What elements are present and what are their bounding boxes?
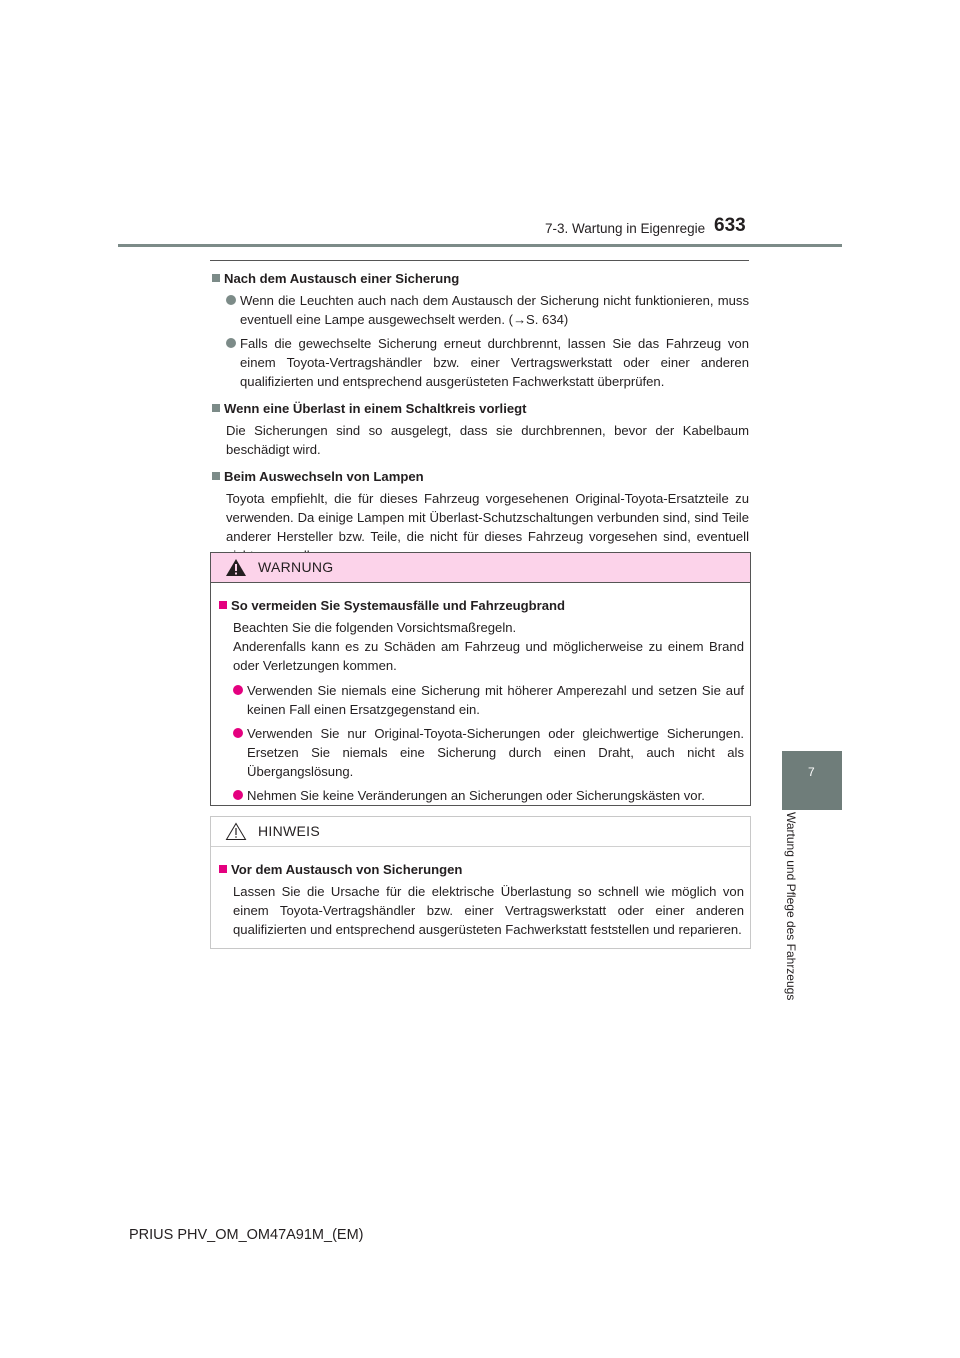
section-paragraph: Die Sicherungen sind so ausgelegt, dass sie durchbrennen, bevor der Kabelbaum beschädigt wird.	[226, 423, 749, 457]
section-heading: Nach dem Austausch einer Sicherung	[210, 269, 749, 288]
section-paragraph: Toyota empfiehlt, die für dieses Fahrzeug vorgesehenen Original-Toyota-Ersatzteile zu verwenden. Da einige Lampen mit Überlast-Schutzschaltungen verbunden sind, sind Teile anderer Hersteller bzw. Teile, die nicht für dieses Fahrzeug vorgesehen sind, eventuell	[226, 491, 749, 544]
section-bulb-replacement	[210, 467, 749, 565]
notice-heading: Vor dem Austausch von Sicherungen	[217, 860, 744, 879]
warning-heading: So vermeiden Sie Systemausfälle und Fahrzeugbrand	[217, 596, 744, 615]
warning-box-body	[211, 583, 750, 805]
warning-title: WARNUNG	[258, 559, 334, 575]
notice-box	[210, 816, 751, 949]
footer-document-code: PRIUS PHV_OM_OM47A91M_(EM)	[129, 1227, 364, 1243]
chapter-side-label: Wartung und Pflege des Fahrzeugs	[784, 812, 798, 1001]
warning-intro: Anderenfalls kann es zu Schäden am Fahrzeug und möglicherweise zu einem Brand oder Verletzungen kommen.	[233, 639, 744, 673]
section-heading: Beim Auswechseln von Lampen	[210, 467, 749, 486]
header-section-title: 7-3. Wartung in Eigenregie	[545, 221, 706, 236]
caution-triangle-icon	[225, 822, 247, 846]
main-content	[210, 269, 749, 573]
chapter-tab	[782, 751, 842, 810]
page-number: 633	[714, 215, 746, 236]
list-item: Wenn die Leuchten auch nach dem Austausch der Sicherung nicht funktionieren, muss eventuell eine Lampe ausgewechselt werden. (→S. 634)	[226, 291, 749, 329]
header-rule	[118, 244, 842, 247]
warning-box-header	[211, 553, 750, 583]
section-heading: Wenn eine Überlast in einem Schaltkreis vorliegt	[210, 399, 749, 418]
notice-title: HINWEIS	[258, 823, 320, 839]
list-item: Falls die gewechselte Sicherung erneut durchbrennt, lassen Sie das Fahrzeug von einem Toyota-Vertragshändler bzw. einer Vertragswerkstatt oder einer anderen qualifizierten und entsprechend ausgerüsteten Fachwerkstatt überprüfen.	[226, 334, 749, 391]
notice-box-header	[211, 817, 750, 847]
list-item: Nehmen Sie keine Veränderungen an Sicherungen oder Sicherungskästen vor.	[233, 786, 744, 805]
warning-intro: Beachten Sie die folgenden Vorsichtsmaßregeln.	[233, 620, 517, 635]
content-top-rule	[210, 260, 749, 261]
notice-box-body	[211, 847, 750, 939]
list-item: Verwenden Sie nur Original-Toyota-Sicherungen oder gleichwertige Sicherungen. Ersetzen Sie niemals eine Sicherung durch einen Draht, auch nicht als Übergangslösung.	[233, 724, 744, 781]
section-after-fuse-replacement	[210, 269, 749, 391]
notice-paragraph: Lassen Sie die Ursache für die elektrische Überlastung so schnell wie möglich von einem Toyota-Vertragshändler bzw. einer Vertragswerkstatt oder einer anderen qualifizierten und entsprechend ausgerüsteten Fachwerkstatt feststellen und reparieren.	[233, 884, 744, 937]
list-item: Verwenden Sie niemals eine Sicherung mit höherer Amperezahl und setzen Sie auf keinen Fall einen Ersatzgegenstand ein.	[233, 681, 744, 719]
chapter-tab-number: 7	[808, 765, 815, 779]
warning-box	[210, 552, 751, 806]
warning-triangle-icon	[225, 558, 247, 582]
section-circuit-overload	[210, 399, 749, 459]
